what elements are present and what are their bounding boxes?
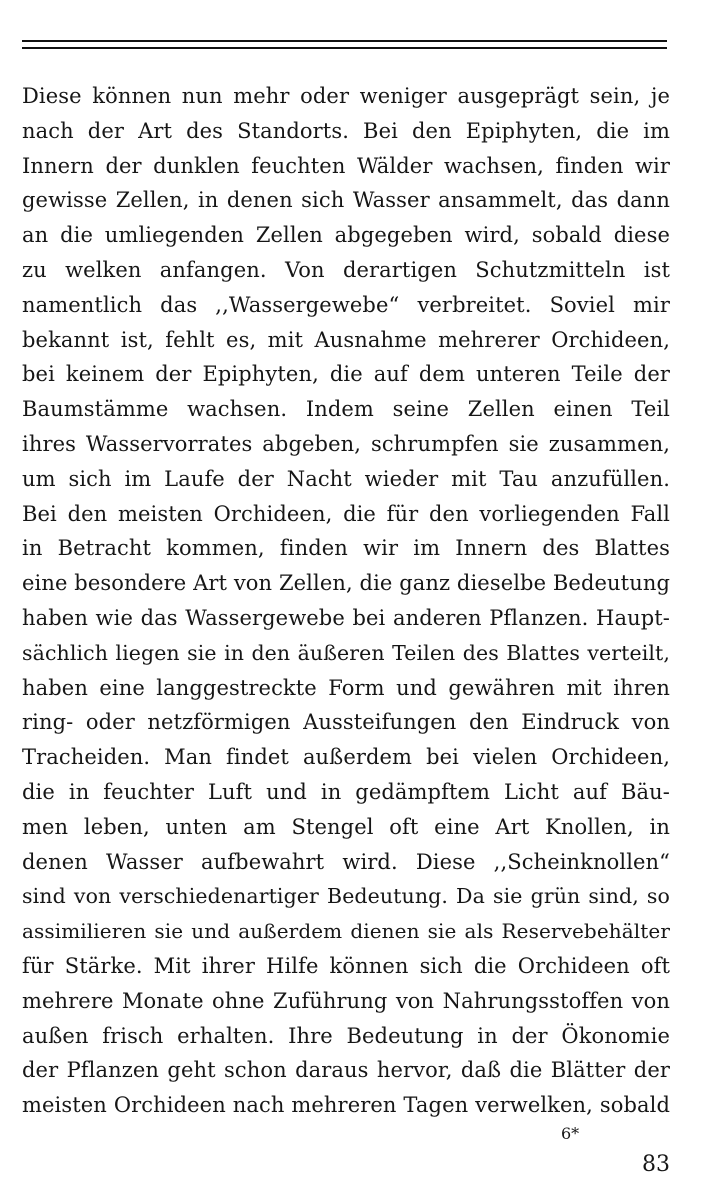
text-line: namentlich das ,,Wassergewebe“ verbreitet. Soviel mir xyxy=(22,292,670,317)
text-line: ring- oder netzförmigen Aussteifungen den Eindruck von xyxy=(22,710,670,735)
text-line: haben eine langgestreckte Form und gewähren mit ihren xyxy=(22,675,670,700)
signature-mark: 6* xyxy=(561,1124,580,1143)
text-line: nach der Art des Standorts. Bei den Epiphyten, die im xyxy=(22,118,670,143)
text-line: men leben, unten am Stengel oft eine Art Knollen, in xyxy=(22,814,670,839)
text-line: Innern der dunklen feuchten Wälder wachsen, finden wir xyxy=(22,153,670,178)
text-line: mehrere Monate ohne Zuführung von Nahrungsstoffen von xyxy=(22,988,670,1013)
text-line: die in feuchter Luft und in gedämpftem Licht auf Bäu- xyxy=(22,779,670,804)
text-line: für Stärke. Mit ihrer Hilfe können sich die Orchideen oft xyxy=(22,953,670,978)
text-line: Bei den meisten Orchideen, die für den vorliegenden Fall xyxy=(22,501,670,526)
text-line: zu welken anfangen. Von derartigen Schutzmitteln ist xyxy=(22,257,670,282)
text-line: Baumstämme wachsen. Indem seine Zellen einen Teil xyxy=(22,397,670,422)
page-number: 83 xyxy=(642,1152,670,1177)
text-line: in Betracht kommen, finden wir im Innern des Blattes xyxy=(22,536,670,561)
text-line: bekannt ist, fehlt es, mit Ausnahme mehrerer Orchideen, xyxy=(22,327,670,352)
text-line: haben wie das Wassergewebe bei anderen Pflanzen. Haupt- xyxy=(22,605,670,630)
text-line: an die umliegenden Zellen abgegeben wird, sobald diese xyxy=(22,223,670,248)
text-line: der Pflanzen geht schon daraus hervor, daß die Blätter der xyxy=(22,1058,670,1083)
text-line: Diese können nun mehr oder weniger ausgeprägt sein, je xyxy=(22,84,670,108)
text-line: außen frisch erhalten. Ihre Bedeutung in der Ökonomie xyxy=(22,1023,670,1048)
text-line: eine besondere Art von Zellen, die ganz dieselbe Bedeutung xyxy=(22,571,670,596)
header-rule-bottom xyxy=(22,47,667,49)
header-rule-top xyxy=(22,40,667,42)
text-line: Tracheiden. Man findet außerdem bei vielen Orchideen, xyxy=(22,745,670,770)
text-line: denen Wasser aufbewahrt wird. Diese ,,Scheinknollen“ xyxy=(22,849,670,874)
text-line: sind von verschiedenartiger Bedeutung. Da sie grün sind, so xyxy=(22,884,670,909)
text-line: gewisse Zellen, in denen sich Wasser ansammelt, das dann xyxy=(22,188,670,213)
text-line: assimilieren sie und außerdem dienen sie als Reservebehälter xyxy=(22,919,670,944)
text-line: um sich im Laufe der Nacht wieder mit Tau anzufüllen. xyxy=(22,466,670,491)
body-text xyxy=(22,79,670,1123)
text-line: bei keinem der Epiphyten, die auf dem unteren Teile der xyxy=(22,362,670,387)
text-line: meisten Orchideen nach mehreren Tagen verwelken, sobald xyxy=(22,1093,670,1118)
text-line: ihres Wasservorrates abgeben, schrumpfen sie zusammen, xyxy=(22,431,670,456)
text-line: sächlich liegen sie in den äußeren Teilen des Blattes verteilt, xyxy=(22,640,670,665)
